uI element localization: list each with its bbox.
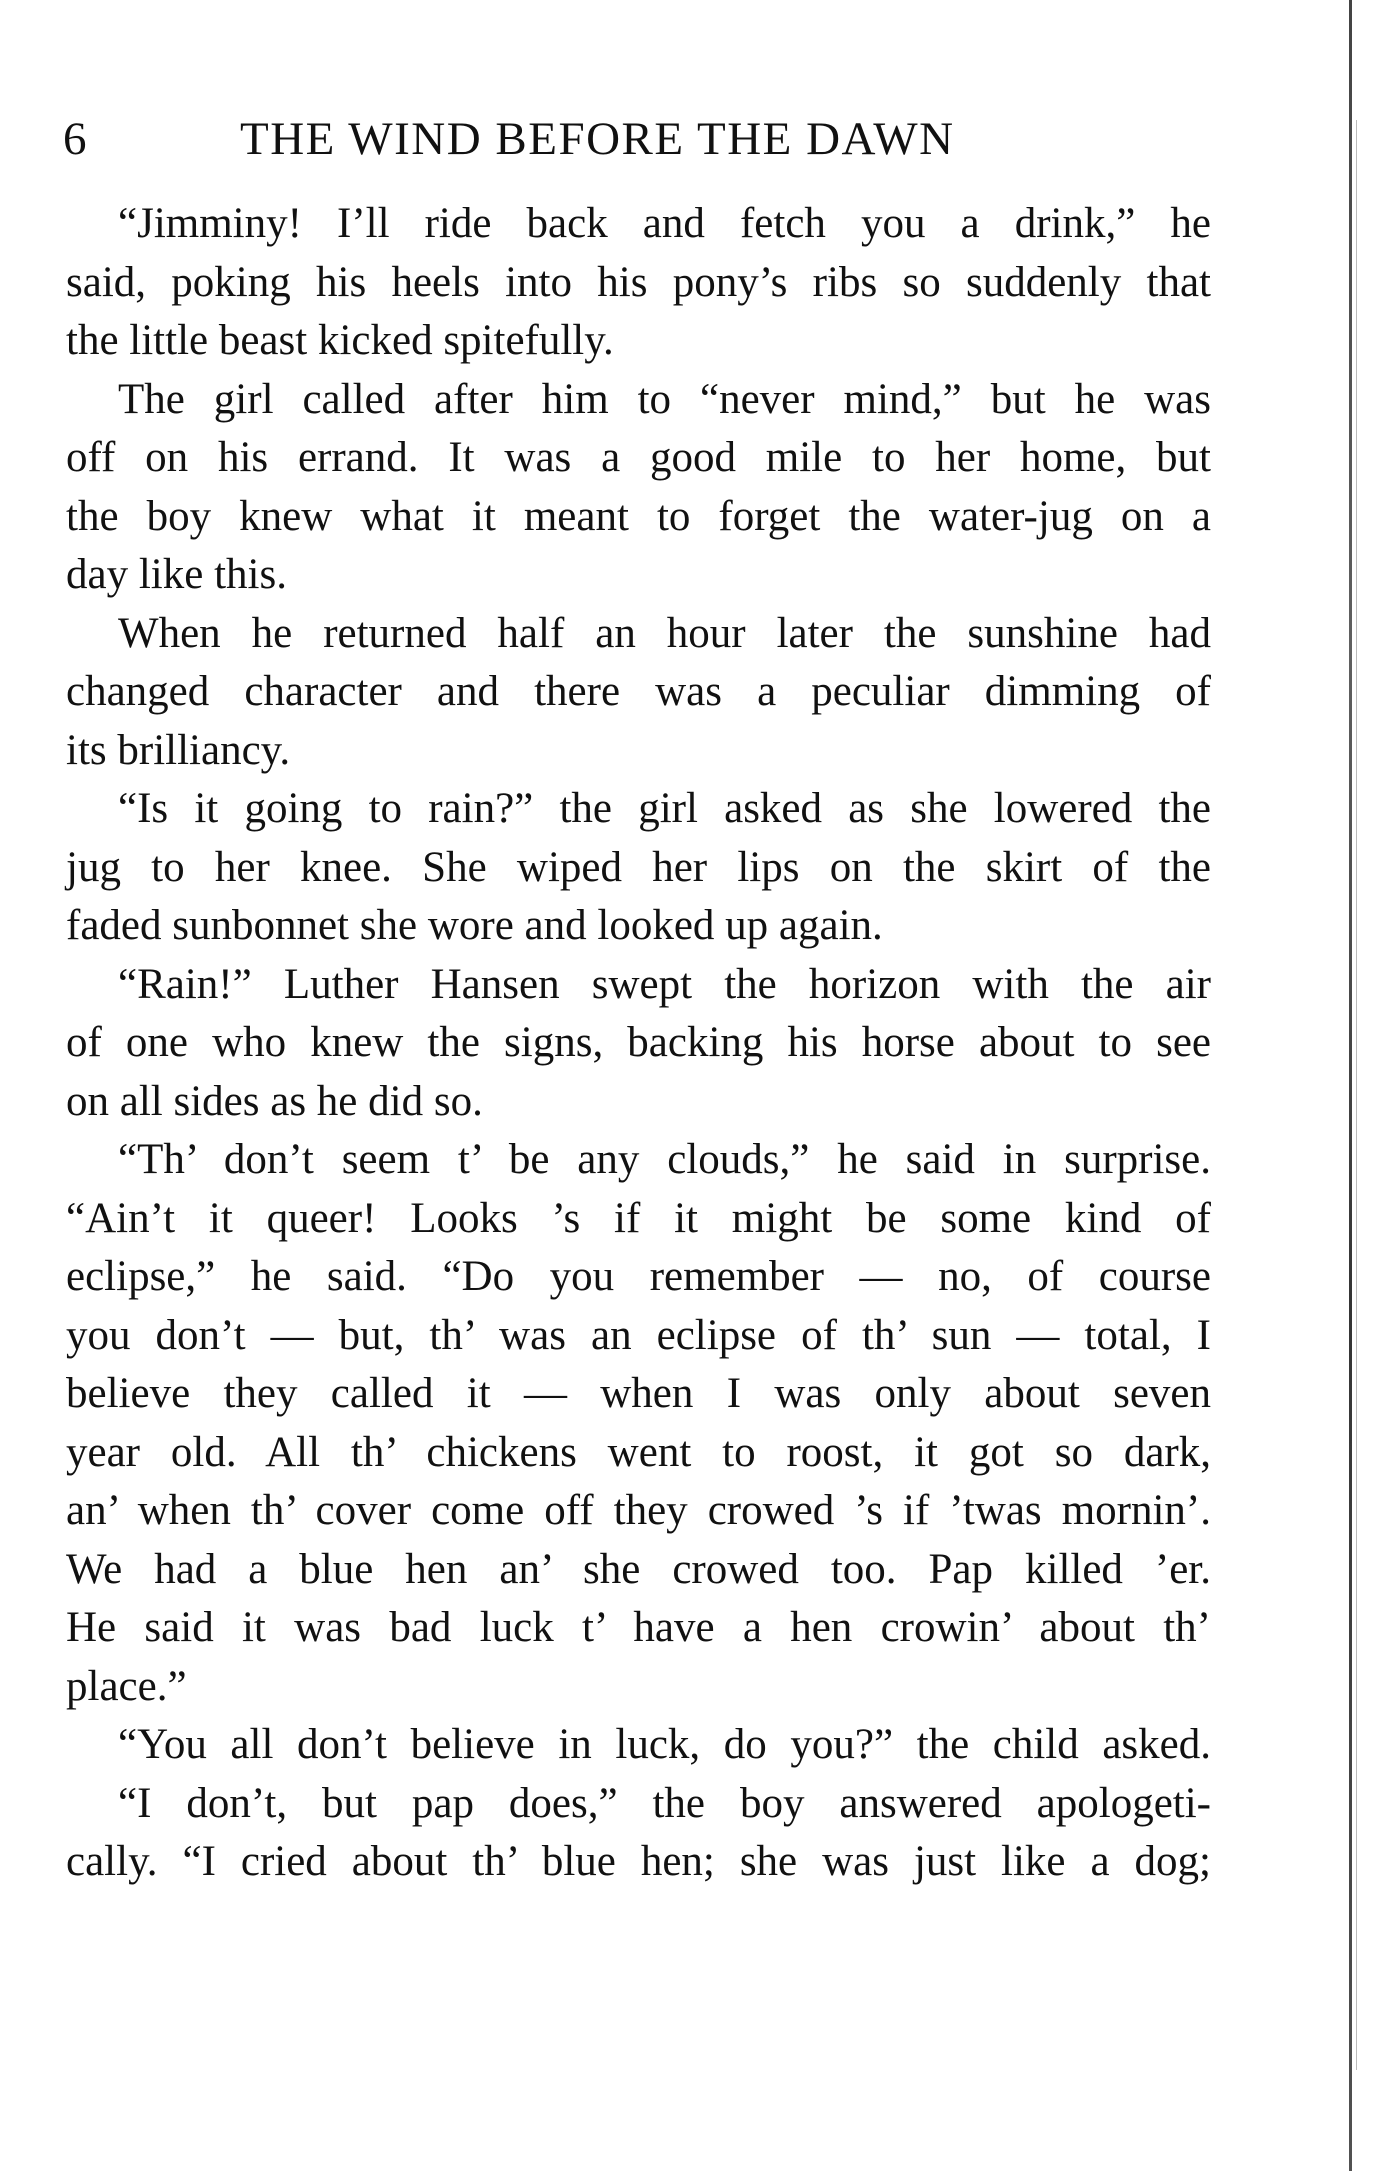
text-line: changed character and there was a peculiar dimming of bbox=[66, 668, 1211, 715]
text-line: year old. All th’ chickens went to roost, it got so dark, bbox=[66, 1428, 1211, 1476]
text-line: the little beast kicked spitefully. bbox=[66, 317, 614, 364]
text-line: of one who knew the signs, backing his horse about to see bbox=[66, 1019, 1211, 1066]
book-title-header: THE WIND BEFORE THE DAWN bbox=[240, 113, 955, 165]
page-number: 6 bbox=[63, 113, 88, 165]
text-line: “You all don’t believe in luck, do you?” the child asked. bbox=[118, 1721, 1211, 1768]
text-line: said, poking his heels into his pony’s ribs so suddenly that bbox=[66, 258, 1211, 306]
body-text bbox=[66, 195, 1211, 1892]
text-line: cally. “I cried about th’ blue hen; she was just like a dog; bbox=[66, 1838, 1211, 1885]
text-line: “Rain!” Luther Hansen swept the horizon with the air bbox=[118, 960, 1211, 1008]
text-line: you don’t — but, th’ was an eclipse of th’ sun — total, I bbox=[66, 1311, 1211, 1359]
text-line: “I don’t, but pap does,” the boy answered apologeti- bbox=[118, 1779, 1211, 1827]
text-line: its brilliancy. bbox=[66, 726, 291, 774]
text-line: on all sides as he did so. bbox=[66, 1077, 483, 1125]
text-line: the boy knew what it meant to forget the water-jug on a bbox=[66, 492, 1211, 540]
page-edge-line bbox=[1349, 0, 1352, 2171]
text-line: When he returned half an hour later the sunshine had bbox=[118, 609, 1211, 657]
running-head bbox=[63, 112, 1213, 172]
text-line: “Ain’t it queer! Looks ’s if it might be some kind of bbox=[66, 1194, 1211, 1242]
text-line: “Is it going to rain?” the girl asked as she lowered the bbox=[118, 785, 1211, 832]
text-line: “Th’ don’t seem t’ be any clouds,” he said in surprise. bbox=[118, 1136, 1211, 1183]
text-line: believe they called it — when I was only about seven bbox=[66, 1370, 1211, 1417]
text-line: day like this. bbox=[66, 551, 287, 598]
text-line: “Jimminy! I’ll ride back and fetch you a drink,” he bbox=[118, 200, 1211, 247]
page-edge-shadow bbox=[1356, 120, 1357, 2070]
text-line: jug to her knee. She wiped her lips on the skirt of the bbox=[66, 843, 1211, 891]
text-line: faded sunbonnet she wore and looked up again. bbox=[66, 902, 883, 949]
text-line: eclipse,” he said. “Do you remember — no, of course bbox=[66, 1253, 1211, 1300]
text-line: an’ when th’ cover come off they crowed ’s if ’twas mornin’. bbox=[66, 1487, 1211, 1534]
text-line: He said it was bad luck t’ have a hen crowin’ about th’ bbox=[66, 1604, 1211, 1651]
text-line: off on his errand. It was a good mile to her home, but bbox=[66, 434, 1211, 481]
text-line: place.” bbox=[66, 1662, 187, 1710]
text-line: The girl called after him to “never mind,” but he was bbox=[118, 375, 1211, 423]
text-line: We had a blue hen an’ she crowed too. Pap killed ’er. bbox=[66, 1545, 1211, 1593]
